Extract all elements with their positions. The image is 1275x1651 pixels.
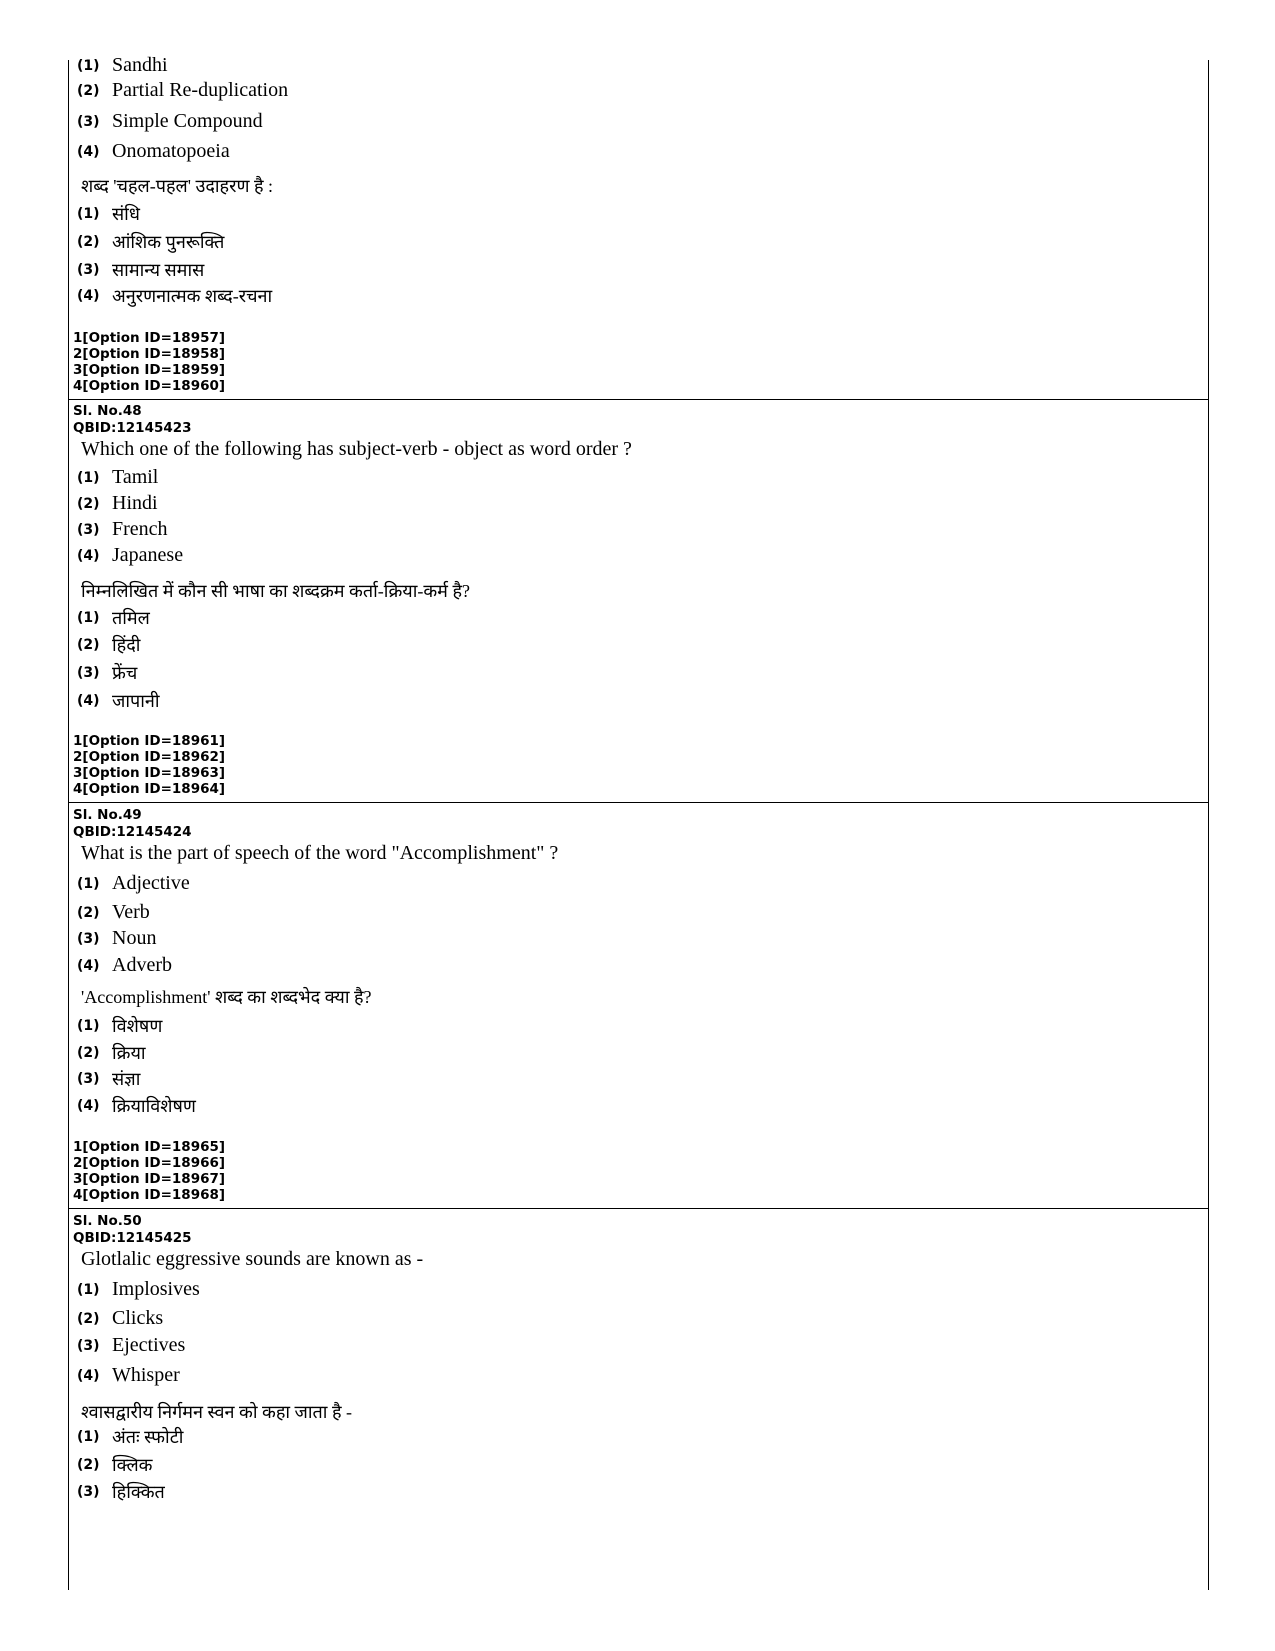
q48-qbid: QBID:12145423 [73,420,192,436]
option-number: (2) [77,495,100,512]
q49-option-hi-4 [77,1094,196,1122]
option-text: विशेषण [112,1016,163,1036]
option-number: (2) [77,637,100,653]
option-id: 1[Option ID=18961] [73,733,226,749]
option-text: संज्ञा [112,1069,141,1089]
option-id: 3[Option ID=18963] [73,765,226,781]
q49-option-hi-3 [77,1067,140,1095]
q49-option-hi-1 [77,1014,162,1042]
option-number: (2) [77,1457,100,1473]
section-divider [69,802,1208,803]
option-text: क्रियाविशेषण [112,1096,196,1116]
option-id: 2[Option ID=18966] [73,1155,226,1171]
option-number: (3) [77,1484,100,1500]
q48-option-en-4 [77,544,183,572]
q48-option-en-1 [77,466,158,494]
option-number: (4) [77,1098,100,1114]
q49-sl-no: Sl. No.49 [73,807,142,823]
option-id: 2[Option ID=18962] [73,749,226,765]
q50-option-en-1 [77,1278,200,1306]
q47-option-en-2 [77,79,288,107]
option-number: (2) [77,82,100,99]
option-id: 3[Option ID=18959] [73,362,226,378]
option-text: अनुरणनात्मक शब्द-रचना [112,286,273,306]
question-paper-frame [68,54,1209,1590]
option-id: 1[Option ID=18957] [73,330,226,346]
q50-sl-no: Sl. No.50 [73,1213,142,1229]
q50-option-hi-2 [77,1453,153,1481]
option-number: (3) [77,113,100,130]
q47-option-en-1 [77,54,168,82]
option-text: Adjective [112,872,190,894]
option-text: फ्रेंच [112,663,138,683]
q48-option-ids [73,733,225,797]
q48-option-en-3 [77,518,168,546]
option-number: (3) [77,262,100,278]
option-number: (3) [77,930,100,947]
option-text: Tamil [112,466,159,488]
q47-question-hi: शब्द 'चहल-पहल' उदाहरण है : [81,176,274,196]
option-text: अंतः स्फोटी [112,1427,184,1447]
q50-qbid: QBID:12145425 [73,1230,192,1246]
option-text: Adverb [112,954,172,976]
option-text: Whisper [112,1364,180,1386]
option-id: 4[Option ID=18960] [73,378,226,394]
q49-question-hi: 'Accomplishment' शब्द का शब्दभेद क्या है? [81,987,372,1007]
option-text: Ejectives [112,1334,186,1356]
q47-option-ids [73,330,225,394]
option-text: Implosives [112,1278,200,1300]
q50-option-hi-1 [77,1425,183,1453]
option-number: (4) [77,288,100,304]
option-number: (4) [77,547,100,564]
option-number: (3) [77,1337,100,1354]
q49-option-en-1 [77,872,190,900]
q50-question-en: Glotlalic eggressive sounds are known as - [81,1248,424,1270]
q47-option-en-4 [77,140,230,168]
option-text: Onomatopoeia [112,140,230,162]
section-divider [69,1208,1208,1209]
option-number: (4) [77,143,100,160]
option-number: (4) [77,957,100,974]
q48-option-hi-2 [77,633,140,661]
option-text: क्रिया [112,1043,146,1063]
option-text: आंशिक पुनरूक्ति [112,232,225,252]
q47-option-hi-1 [77,202,140,230]
option-number: (1) [77,1281,100,1298]
q49-option-en-2 [77,901,150,929]
option-number: (4) [77,1367,100,1384]
option-text: Clicks [112,1307,164,1329]
q47-option-en-3 [77,110,263,138]
q50-option-en-4 [77,1364,180,1392]
option-number: (1) [77,1429,100,1445]
section-divider [69,399,1208,400]
q48-option-hi-1 [77,606,150,634]
option-number: (1) [77,57,100,74]
q49-option-en-4 [77,954,172,982]
option-text: Partial Re-duplication [112,79,289,101]
option-number: (2) [77,1045,100,1061]
q50-option-hi-3 [77,1480,165,1508]
option-text: तमिल [112,608,150,628]
option-id: 2[Option ID=18958] [73,346,226,362]
q48-option-en-2 [77,492,158,520]
option-number: (2) [77,904,100,921]
option-text: French [112,518,168,540]
q50-option-en-3 [77,1334,185,1362]
option-text: हिंदी [112,635,141,655]
option-text: Sandhi [112,54,168,76]
option-text: Noun [112,927,157,949]
option-number: (1) [77,875,100,892]
option-number: (2) [77,234,100,250]
option-number: (3) [77,1071,100,1087]
option-number: (1) [77,1018,100,1034]
q48-sl-no: Sl. No.48 [73,403,142,419]
q49-qbid: QBID:12145424 [73,824,192,840]
q49-option-en-3 [77,927,156,955]
option-number: (1) [77,610,100,626]
q47-option-hi-2 [77,230,224,258]
option-text: संधि [112,204,140,224]
option-number: (3) [77,521,100,538]
option-id: 1[Option ID=18965] [73,1139,226,1155]
option-number: (1) [77,469,100,486]
option-id: 3[Option ID=18967] [73,1171,226,1187]
option-id: 4[Option ID=18964] [73,781,226,797]
q49-option-hi-2 [77,1041,146,1069]
option-text: सामान्य समास [112,260,205,280]
option-number: (1) [77,206,100,222]
option-text: Hindi [112,492,158,514]
option-text: Verb [112,901,150,923]
q47-option-hi-4 [77,284,272,312]
q49-option-ids [73,1139,225,1203]
q50-option-en-2 [77,1307,163,1335]
option-number: (4) [77,693,100,709]
q50-question-hi: श्वासद्वारीय निर्गमन स्वन को कहा जाता है - [81,1402,353,1422]
q48-option-hi-3 [77,661,137,689]
option-text: Simple Compound [112,110,263,132]
option-id: 4[Option ID=18968] [73,1187,226,1203]
option-number: (3) [77,665,100,681]
option-text: Japanese [112,544,184,566]
q48-question-en: Which one of the following has subject-verb - object as word order ? [81,438,632,460]
q48-question-hi: निम्नलिखित में कौन सी भाषा का शब्दक्रम कर्ता-क्रिया-कर्म है? [81,581,470,601]
option-text: हिक्कित [112,1482,165,1502]
q47-option-hi-3 [77,258,204,286]
option-number: (2) [77,1310,100,1327]
option-text: क्लिक [112,1455,153,1475]
q49-question-en: What is the part of speech of the word "Accomplishment" ? [81,842,559,864]
option-text: जापानी [112,691,160,711]
q48-option-hi-4 [77,689,160,717]
